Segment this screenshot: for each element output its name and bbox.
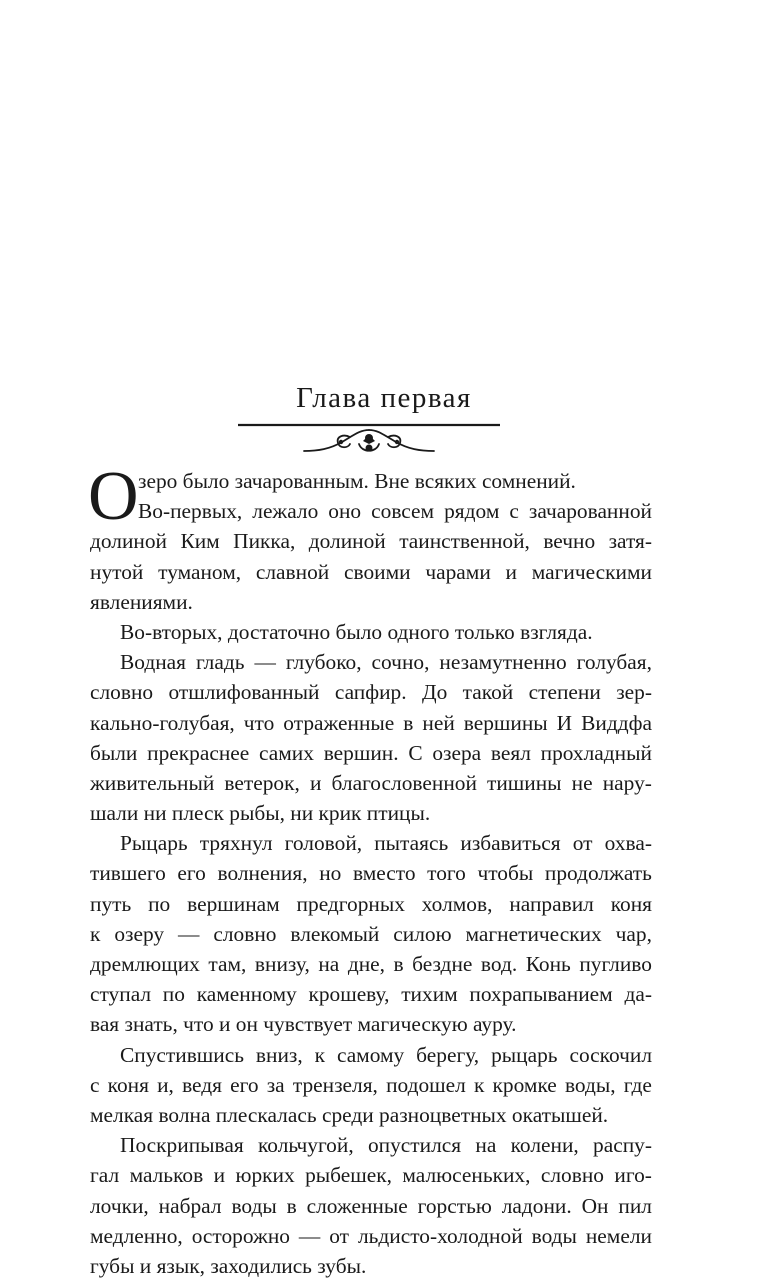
word: Водная <box>120 650 187 675</box>
word: Виддфа <box>581 710 652 735</box>
word: чар, <box>615 921 652 946</box>
text-line <box>90 1040 652 1070</box>
word: крошеву, <box>308 982 390 1007</box>
word: — <box>298 1223 321 1248</box>
word: незамутненно <box>439 650 567 675</box>
body-text <box>88 458 652 1281</box>
chapter-title: Глава первая <box>296 382 472 414</box>
word: направил <box>509 891 594 916</box>
word: славной <box>255 559 330 584</box>
word: берегу, <box>416 1042 480 1067</box>
word: отраженные <box>283 710 395 735</box>
text-line <box>90 526 652 556</box>
word: ладони. <box>501 1193 572 1218</box>
word: — <box>178 921 200 946</box>
word: льдисто-холодной <box>357 1223 523 1248</box>
word: магическими <box>531 559 652 584</box>
word: от <box>329 1223 350 1248</box>
word: и, <box>157 1072 174 1097</box>
word: нутой <box>90 559 144 584</box>
word: коня <box>107 1072 149 1097</box>
text-line <box>90 557 652 587</box>
word: Конь <box>525 952 571 976</box>
word: колени, <box>510 1133 579 1158</box>
text-line <box>90 858 652 888</box>
word: влекомый <box>290 921 380 946</box>
word: силою <box>393 921 452 946</box>
word: к <box>473 1072 485 1097</box>
text-line <box>90 1221 652 1251</box>
text-line <box>90 647 652 677</box>
word: самому <box>336 1042 405 1067</box>
word: ветерок, <box>224 770 300 795</box>
word: где <box>623 1072 652 1097</box>
text-line <box>90 738 652 768</box>
word: в <box>403 710 414 735</box>
word: дне, <box>347 952 385 976</box>
word: словно <box>213 921 277 946</box>
word: озеру <box>114 921 165 946</box>
word: и <box>213 1163 226 1188</box>
word: воды, <box>564 1072 616 1097</box>
word: по <box>162 982 185 1007</box>
word: немели <box>585 1223 652 1248</box>
word: но <box>319 861 342 886</box>
word: тряхнул <box>199 831 273 856</box>
word: коня <box>610 891 652 916</box>
word: кромке <box>492 1072 557 1097</box>
text-line: Во-вторых, достаточно было одного только взгляда. <box>120 619 593 644</box>
text-line <box>90 1160 652 1190</box>
word: словно <box>90 680 154 705</box>
word: Он <box>581 1193 609 1218</box>
word: Пикка, <box>233 529 296 554</box>
word: волнения, <box>217 861 308 886</box>
word: по <box>148 891 171 916</box>
word: дремлющих <box>90 952 200 976</box>
word: туманом, <box>158 559 242 584</box>
text-line <box>90 496 652 526</box>
word: гал <box>90 1163 120 1188</box>
word: долиной <box>308 529 386 554</box>
word: вершинам <box>187 891 280 916</box>
word: распу- <box>593 1133 652 1158</box>
word: в <box>286 1193 297 1218</box>
text-line <box>90 949 652 979</box>
word: Спустившись <box>120 1042 244 1067</box>
word: магнетических <box>465 921 602 946</box>
word: с <box>90 1072 100 1097</box>
text-line <box>90 1070 652 1100</box>
word: глубоко, <box>285 650 362 675</box>
word: охва- <box>604 831 652 856</box>
word: — <box>254 650 276 675</box>
word: предгорных <box>296 891 405 916</box>
word: самих <box>259 740 314 765</box>
word: медленно, <box>90 1223 183 1248</box>
word: продолжать <box>544 861 652 886</box>
text-line <box>90 768 652 798</box>
word: озера <box>432 740 482 765</box>
text-line: мелкая волна плескалась среди разноцветных окатышей. <box>90 1102 609 1127</box>
word: кально-голубая, <box>90 710 235 735</box>
word: вместо <box>352 861 416 886</box>
word: тившего <box>90 861 166 886</box>
word: тихим <box>401 982 458 1007</box>
text-line: вая знать, что и он чувствует магическую ауру. <box>90 1012 517 1037</box>
word: чтобы <box>477 861 534 886</box>
word: ступал <box>90 982 152 1007</box>
word: вершин. <box>323 740 399 765</box>
word: избавиться <box>460 831 561 856</box>
word: веял <box>490 740 531 765</box>
word: за <box>266 1072 285 1097</box>
word: рыбешек, <box>305 1163 392 1188</box>
word: юрких <box>235 1163 295 1188</box>
word: ней <box>422 710 455 735</box>
word: осторожно <box>191 1223 290 1248</box>
word: кольчугой, <box>257 1133 354 1158</box>
word: совсем <box>371 499 435 524</box>
word: воды <box>531 1223 577 1248</box>
word: опустился <box>367 1133 462 1158</box>
word: к <box>90 921 101 946</box>
word: вниз, <box>255 1042 303 1067</box>
word: холмов, <box>421 891 493 916</box>
word: зер- <box>616 680 652 705</box>
word: на <box>475 1133 497 1158</box>
word: каменному <box>196 982 297 1007</box>
word: соскочил <box>569 1042 652 1067</box>
word: да- <box>624 982 652 1007</box>
word: зачарованной <box>528 499 652 524</box>
word: пугливо <box>579 952 652 976</box>
word: лежало <box>252 499 319 524</box>
word: До <box>421 680 448 705</box>
word: внизу, <box>254 952 310 976</box>
word: пил <box>618 1193 652 1218</box>
word: горстью <box>417 1193 492 1218</box>
text-line <box>90 919 652 949</box>
word: лочки, <box>90 1193 149 1218</box>
word: сложенные <box>306 1193 408 1218</box>
text-line: губы и язык, заходились зубы. <box>90 1253 367 1278</box>
word: его <box>230 1072 259 1097</box>
word: в <box>393 952 404 976</box>
word: голубая, <box>576 650 652 675</box>
word: что <box>243 710 275 735</box>
word: мальков <box>129 1163 204 1188</box>
word: вод. <box>480 952 518 976</box>
word: И <box>556 710 573 735</box>
word: на <box>318 952 340 976</box>
word: Ким <box>180 529 220 554</box>
word: степени <box>528 680 601 705</box>
word: того <box>427 861 466 886</box>
word: живительный <box>90 770 215 795</box>
word: затя- <box>608 529 652 554</box>
word: ведя <box>182 1072 222 1097</box>
word: словно <box>540 1163 604 1188</box>
text-line <box>90 979 652 1009</box>
word: сочно, <box>371 650 430 675</box>
word: головой, <box>284 831 363 856</box>
word: сапфир. <box>334 680 407 705</box>
word: чарами <box>425 559 491 584</box>
word: от <box>572 831 593 856</box>
text-line <box>90 1191 652 1221</box>
text-line <box>90 708 652 738</box>
word: своими <box>344 559 411 584</box>
word: благословенной <box>331 770 477 795</box>
word: похрапыванием <box>469 982 613 1007</box>
word: иго- <box>614 1163 652 1188</box>
word: нару- <box>602 770 652 795</box>
text-line: зеро было зачарованным. Вне всяких сомнений. <box>138 469 576 493</box>
word: к <box>314 1042 326 1067</box>
word: прекраснее <box>147 740 250 765</box>
word: подошел <box>386 1072 466 1097</box>
word: воды <box>231 1193 277 1218</box>
word: не <box>571 770 593 795</box>
text-line: шали ни плеск рыбы, ни крик птицы. <box>90 801 431 826</box>
word: с <box>509 499 519 524</box>
word: путь <box>90 891 132 916</box>
word: долиной <box>90 529 168 554</box>
word: малюсеньких, <box>402 1163 531 1188</box>
word: рыцарь <box>491 1042 558 1067</box>
word: пытаясь <box>374 831 449 856</box>
word: и <box>505 559 517 584</box>
text-line <box>90 889 652 919</box>
word: вечно <box>543 529 596 554</box>
word: прохладный <box>540 740 652 765</box>
word: гладь <box>196 650 245 675</box>
text-line <box>90 677 652 707</box>
word: были <box>90 740 138 765</box>
word: вершины <box>463 710 548 735</box>
text-line <box>90 828 652 858</box>
word: таинственной, <box>399 529 530 554</box>
word: тишины <box>487 770 562 795</box>
scroll-ornament-icon <box>238 422 500 462</box>
word: там, <box>208 952 247 976</box>
drop-cap: О <box>88 458 139 535</box>
word: бездне <box>412 952 473 976</box>
text-line: явлениями. <box>90 589 193 614</box>
word: его <box>177 861 206 886</box>
word: Во-первых, <box>138 499 243 524</box>
word: оно <box>328 499 362 524</box>
word: набрал <box>158 1193 222 1218</box>
word: и <box>309 770 322 795</box>
text-line <box>90 1130 652 1160</box>
word: рядом <box>444 499 500 524</box>
word: Рыцарь <box>120 831 188 856</box>
word: Поскрипывая <box>120 1133 244 1158</box>
word: трензеля, <box>292 1072 378 1097</box>
word: такой <box>462 680 514 705</box>
word: С <box>408 740 423 765</box>
word: отшлифованный <box>168 680 320 705</box>
